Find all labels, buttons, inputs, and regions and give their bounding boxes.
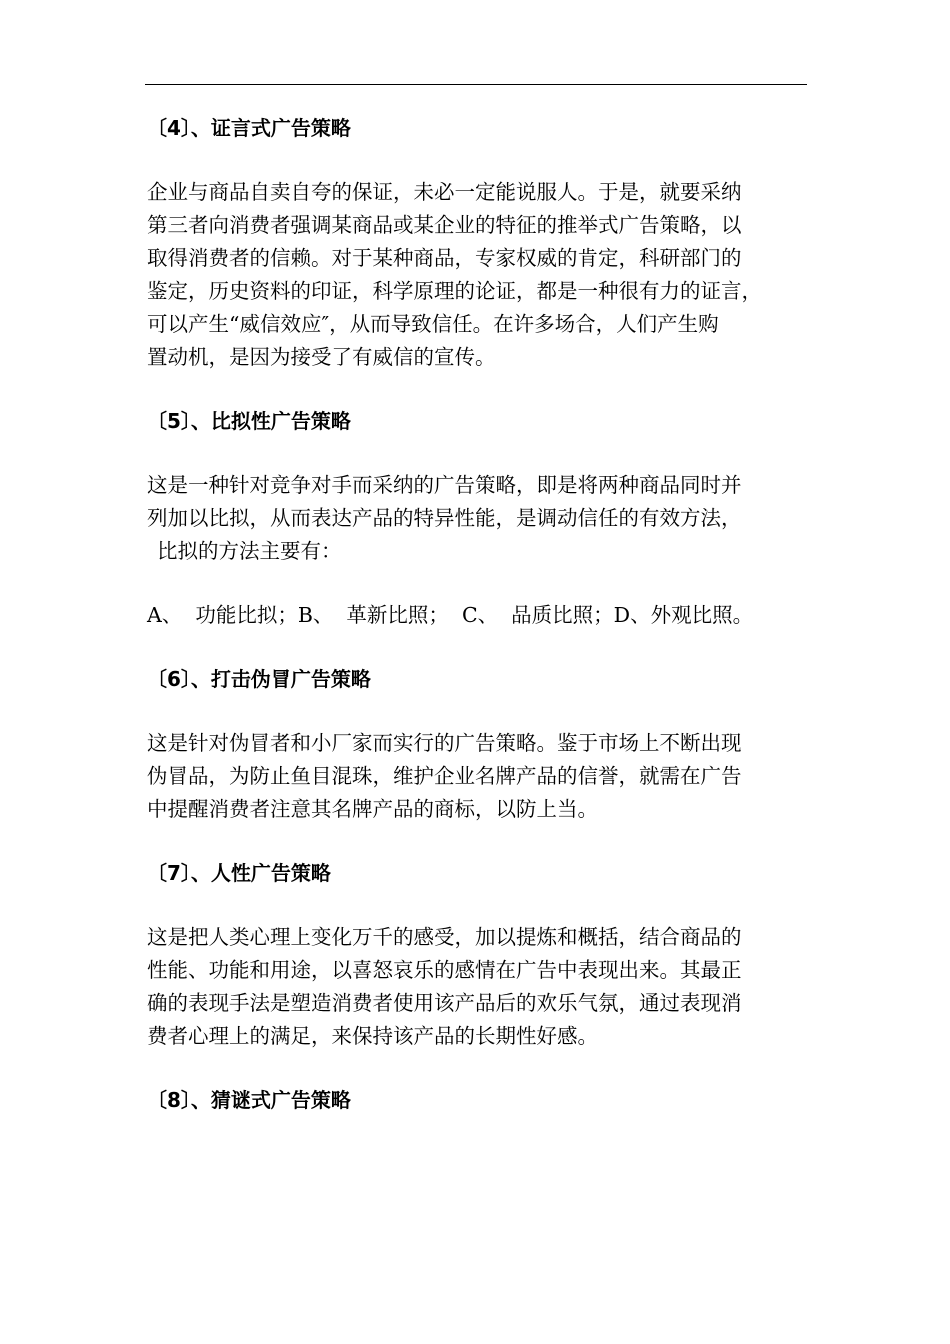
- section-heading-4: 〔4〕、证言式广告策略: [147, 116, 351, 140]
- paragraph-line: 性能、功能和用途，以喜怒哀乐的感情在广告中表现出来。其最正: [147, 958, 742, 982]
- paragraph-line: 伪冒品，为防止鱼目混珠，维护企业名牌产品的信誉，就需在广告: [147, 764, 742, 788]
- paragraph-line: 确的表现手法是塑造消费者使用该产品后的欢乐气氛，通过表现消: [147, 991, 742, 1015]
- paragraph-line: 中提醒消费者注意其名牌产品的商标，以防上当。: [147, 797, 598, 821]
- section-paragraph-6: [147, 727, 807, 826]
- section-heading-8: 〔8〕、猜谜式广告策略: [147, 1088, 351, 1112]
- paragraph-line: 可以产生“威信效应″，从而导致信任。在许多场合，人们产生购: [147, 312, 719, 336]
- paragraph-line: 第三者向消费者强调某商品或某企业的特征的推举式广告策略，以: [147, 213, 742, 237]
- section-heading-6: 〔6〕、打击伪冒广告策略: [147, 667, 371, 691]
- paragraph-line: 这是把人类心理上变化万千的感受，加以提炼和概括，结合商品的: [147, 925, 742, 949]
- paragraph-line: 置动机，是因为接受了有威信的宣传。: [147, 345, 496, 369]
- paragraph-line: 企业与商品自卖自夸的保证，未必一定能说服人。于是，就要采纳: [147, 180, 742, 204]
- paragraph-line: 列加以比拟，从而表达产品的特异性能，是调动信任的有效方法，: [147, 506, 742, 530]
- document-body: [147, 112, 807, 1117]
- paragraph-line: 取得消费者的信赖。对于某种商品，专家权威的肯定，科研部门的: [147, 246, 742, 270]
- section-heading-5: 〔5〕、比拟性广告策略: [147, 409, 351, 433]
- paragraph-line: 费者心理上的满足，来保持该产品的长期性好感。: [147, 1024, 598, 1048]
- header-rule: [145, 84, 807, 85]
- comparison-methods-list: A、 功能比拟；B、 革新比照； C、 品质比照；D、外观比照。: [147, 603, 754, 627]
- paragraph-line: 鉴定，历史资料的印证，科学原理的论证，都是一种很有力的证言，: [147, 279, 762, 303]
- paragraph-line: 这是针对伪冒者和小厂家而实行的广告策略。鉴于市场上不断出现: [147, 731, 742, 755]
- paragraph-line: 这是一种针对竞争对手而采纳的广告策略，即是将两种商品同时并: [147, 473, 742, 497]
- section-paragraph-7: [147, 921, 807, 1053]
- section-paragraph-5: [147, 469, 807, 568]
- section-heading-7: 〔7〕、人性广告策略: [147, 861, 331, 885]
- paragraph-line: 比拟的方法主要有：: [157, 539, 342, 563]
- section-paragraph-4: [147, 176, 807, 374]
